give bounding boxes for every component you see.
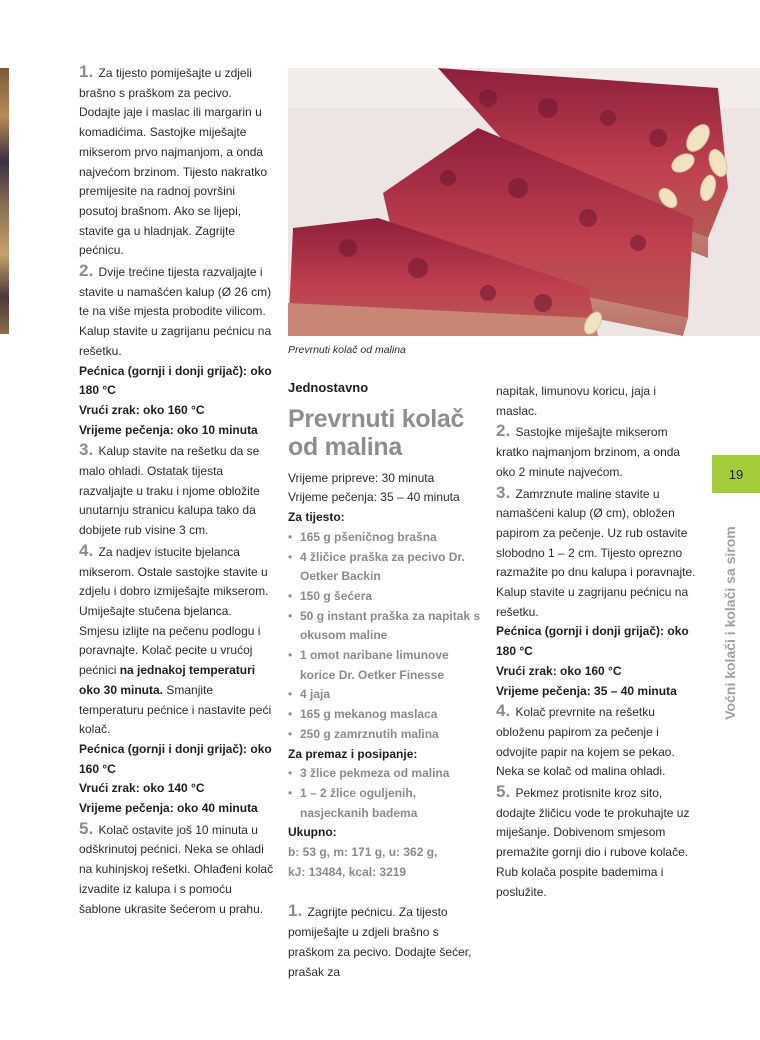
step-3 [79,440,275,541]
oven-setting: Pećnica (gornji i donji grijač): oko 180 °C [79,363,272,398]
step-number: 5. [496,782,511,802]
step-4 [496,701,696,782]
step-text: Zamrznute maline stavite u namašćeni kalup (Ø cm), obložen papirom za pečenje. Uz rub ostavite slobodno 1 – 2 cm. Tijesto oprezno razmažite po dnu kalupa i poravnajte. Kalup stavite u zagrijanu pećnicu na rešetku. [496,486,696,619]
step-text: Zagrijte pećnicu. Za tijesto pomiješajte u zdjeli brašno s praškom za pecivo. Dodajte šećer, prašak za [288,905,472,979]
ingredient-item [288,548,484,587]
ingredient-text: žlice pekmeza od malina [310,766,450,781]
ingredient-text: žličice praška za pecivo Dr. Oetker Backin [300,549,465,584]
step-text: Kalup stavite na rešetku da se malo ohladi. Ostatak tijesta razvaljajte u traku i njome obložite unutarnju stranicu kalupa tako da dobijete rub visine 3 cm. [79,444,260,538]
nutrition-heading: Ukupno: [288,825,337,840]
ingredient-qty: 4 [300,549,307,564]
recipe-column-middle [288,378,484,982]
ingredient-text: g zamrznutih malina [323,726,439,741]
ingredient-item [288,528,484,548]
ingredients-list-topping [288,764,484,823]
ingredient-qty: 165 [300,529,321,544]
ingredients-heading-topping: Za premaz i posipanje: [288,746,418,761]
ingredient-qty: 1 [300,648,307,663]
ingredient-qty: 1 – 2 [300,785,327,800]
ingredient-qty: 50 [300,608,314,623]
step-number: 3. [496,482,511,502]
nutrition-values: b: 53 g, m: 171 g, u: 362 g, [288,845,438,860]
step-1 [79,62,275,261]
step-4 [79,541,275,740]
cake-photo [288,68,760,336]
bake-time-value: 35 – 40 minuta [380,490,460,505]
bake-time-label: Vrijeme pečenja: [288,490,377,505]
step-number: 2. [79,261,94,281]
step-text: Dvije trećine tijesta razvaljajte i stavite u namašćen kalup (Ø 26 cm) te na više mjesta probodite vilicom. Kalup stavite u zagrijanu pećnicu na rešetku. [79,265,272,358]
ingredient-qty: 4 [300,687,307,702]
recipe-title: Prevrnuti kolač od malina [288,404,465,461]
ingredient-text: žlice oguljenih, nasjeckanih badema [300,785,418,820]
oven-setting: Pećnica (gornji i donji grijač): oko 180 °C [496,624,689,659]
step-number: 4. [496,701,511,721]
step-number: 1. [288,901,303,921]
step-2 [79,261,275,362]
step-text: Sastojke miješajte mikserom kratko najmanjom brzinom, a onda oko 2 minute najvećom. [496,425,681,479]
fan-setting: Vrući zrak: oko 160 °C [496,663,622,678]
step-5 [79,819,275,920]
ingredient-item [288,587,484,607]
baking-time: Vrijeme pečenja: oko 10 minuta [79,422,258,437]
step-number: 5. [79,818,94,838]
ingredient-text: jaja [310,687,331,702]
ingredient-text: g pšeničnog brašna [323,529,437,544]
step-1 [288,901,484,982]
prep-time [288,469,484,489]
ingredients-heading-dough: Za tijesto: [288,510,345,525]
step-text: Kolač prevrnite na rešetku obloženu papirom za pečenje i odvojite papir na kojem se pekao. Neka se kolač od malina ohladi. [496,705,675,779]
nutrition-energy: kJ: 13484, kcal: 3219 [288,864,407,879]
step-text: Kolač ostavite još 10 minuta u odškrinutoj pećnici. Neka se ohladi na kuhinjskoj rešetki. Ohlađeni kolač izvadite iz kalupa i s pomoću šablone ukrasite šećerom u prahu. [79,822,274,916]
difficulty-label: Jednostavno [288,380,369,395]
ingredient-text: g šećera [323,588,373,603]
step-number: 2. [496,421,511,441]
step-text: Za tijesto pomiješajte u zdjeli brašno s praškom za pecivo. Dodajte jaje i maslac ili margarin u komadićima. Sastojke miješajte mikserom prvo najmanjom, a onda najvećom brzinom. Tijesto nakratko premijesite na radnoj površini posutoj brašnom. Ako se lijepi, stavite ga u hladnjak. Zagrijte pećnicu. [79,66,268,258]
step-text: Pekmez protisnite kroz sito, dodajte žličicu vode te prokuhajte uz miješanje. Dobivenom smjesom premažite gornji dio i rubove kolače. Rub kolača pospite bademima i poslužite. [496,786,690,899]
bake-time [288,488,484,508]
prep-time-label: Vrijeme pripreve: [288,470,379,485]
ingredient-text: g instant praška za napitak s okusom maline [300,608,481,643]
section-tab [723,515,737,730]
ingredient-item [288,764,484,784]
cake-photo-illustration [288,68,760,336]
step-5 [496,782,696,902]
ingredient-item [288,784,484,823]
ingredient-item [288,685,484,705]
fan-setting: Vrući zrak: oko 160 °C [79,402,205,417]
photo-caption: Prevrnuti kolač od malina [288,344,406,356]
ingredient-text: omot naribane limunove korice Dr. Oetker Finesse [300,648,449,682]
ingredient-item [288,725,484,745]
ingredient-qty: 250 [300,726,321,741]
step-2 [496,421,696,482]
ingredient-item [288,607,484,646]
step-text: Za nadjev istucite bjelanca mikserom. Ostale sastojke stavite u zdjelu i dobro izmiješajte mikserom. Umiješajte stučena bjelanca. Smjesu izlijte na pečenu podlogu i poravnajte. Kolač pecite u vrućoj pećnici [79,544,269,678]
step-emphasis: na jednakoj temperaturi oko 30 minuta. [79,663,256,697]
baking-time: Vrijeme pečenja: 35 – 40 minuta [496,683,677,698]
ingredients-list-dough [288,528,484,745]
oven-setting: Pećnica (gornji i donji grijač): oko 160 °C [79,741,272,776]
fan-setting: Vrući zrak: oko 140 °C [79,781,205,796]
step-number: 3. [79,440,94,460]
previous-page-photo-edge [0,68,9,334]
ingredient-item [288,646,484,685]
prep-time-value: 30 minuta [381,470,435,485]
step-number: 4. [79,540,94,560]
ingredient-qty: 3 [300,766,307,781]
step-3 [496,483,696,623]
ingredient-text: g mekanog maslaca [323,707,438,722]
step-text: Smanjite temperaturu pećnice i nastavite peći kolač. [79,682,272,737]
instructions-column-right [496,382,696,902]
page-number-badge: 19 [712,455,760,493]
baking-time: Vrijeme pečenja: oko 40 minuta [79,801,258,816]
step-number: 1. [79,62,94,81]
ingredient-qty: 150 [300,588,321,603]
ingredient-item [288,705,484,725]
step-1-continued: napitak, limunovu koricu, jaja i maslac. [496,384,657,418]
section-title: Voćni kolači i kolači sa sirom [722,525,738,720]
ingredient-qty: 165 [300,707,321,722]
instructions-column-left [79,62,275,919]
